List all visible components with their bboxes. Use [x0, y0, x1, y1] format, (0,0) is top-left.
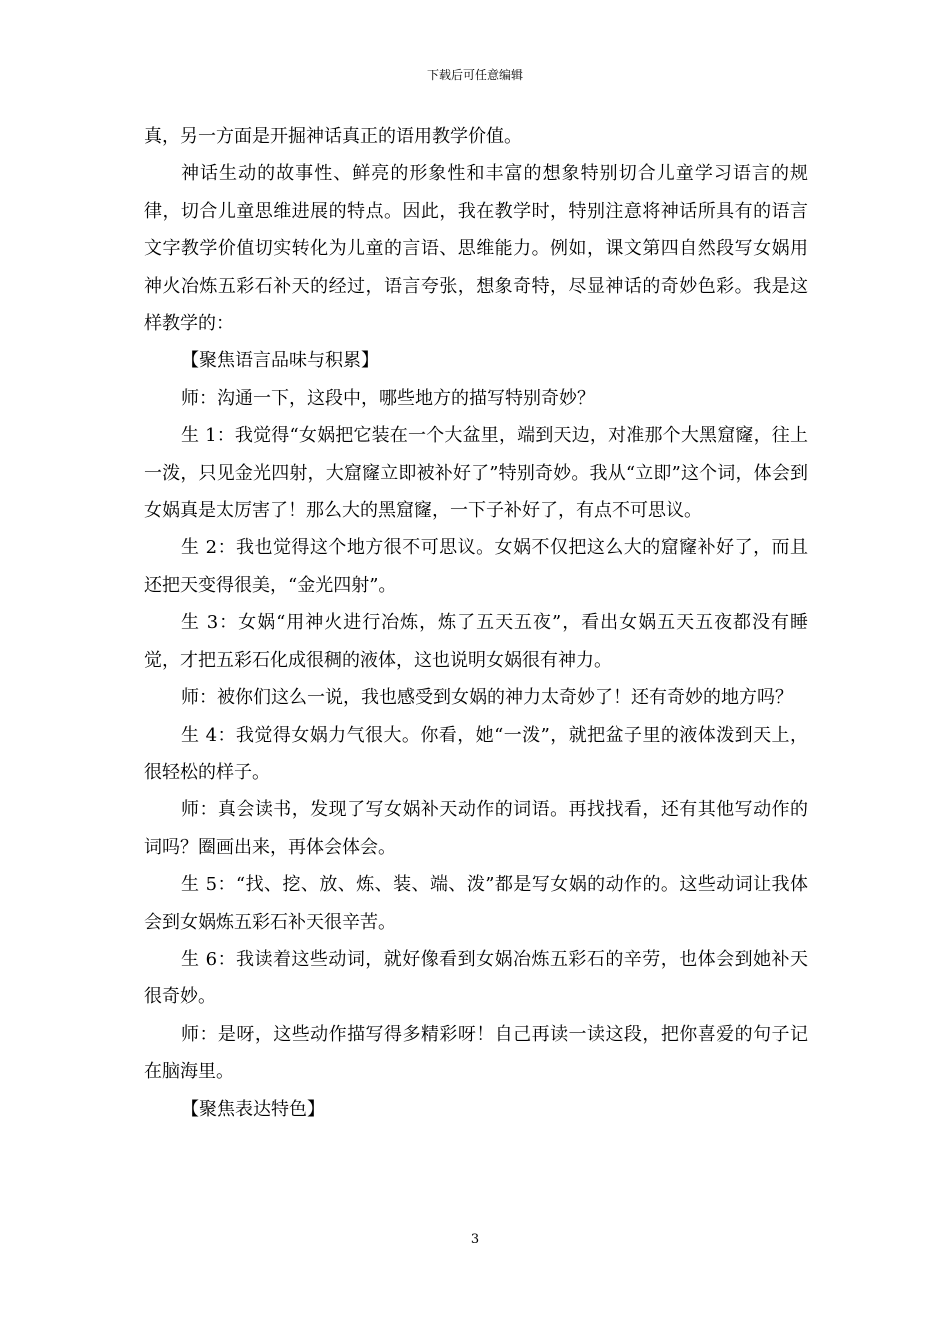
paragraph: 神话生动的故事性、鲜亮的形象性和丰富的想象特别切合儿童学习语言的规律，切合儿童思维进展的特点。因此，我在教学时，特别注意将神话所具有的语言文字教学价值切实转化为儿童的言语、思维能力。例如，课文第四自然段写女娲用神火冶炼五彩石补天的经过，语言夸张，想象奇特，尽显神话的奇妙色彩。我是这样教学的：	[144, 163, 808, 335]
section-heading: 【聚焦语言品味与积累】	[181, 350, 379, 372]
section-heading: 【聚焦表达特色】	[181, 1098, 325, 1120]
paragraph: 师：是呀，这些动作描写得多精彩呀！自己再读一读这段，把你喜爱的句子记在脑海里。	[144, 1023, 808, 1083]
paragraph: 师：沟通一下，这段中，哪些地方的描写特别奇妙？	[181, 387, 595, 409]
paragraph: 生 6：我读着这些动词，就好像看到女娲冶炼五彩石的辛劳，也体会到她补天很奇妙。	[144, 948, 808, 1008]
paragraph: 师：被你们这么一说，我也感受到女娲的神力太奇妙了！还有奇妙的地方吗？	[181, 687, 793, 709]
page-header: 下载后可任意编辑	[426, 68, 523, 82]
paragraph: 真，另一方面是开掘神话真正的语用教学价值。	[144, 126, 522, 147]
page-number: 3	[470, 1232, 480, 1247]
paragraph: 生 3：女娲“用神火进行冶炼，炼了五天五夜”，看出女娲五天五夜都没有睡觉，才把五彩石化成很稠的液体，这也说明女娲很有神力。	[144, 612, 808, 671]
paragraph: 生 1：我觉得“女娲把它装在一个大盆里，端到天边，对准那个大黑窟窿，往上一泼，只见金光四射，大窟窿立即被补好了”特别奇妙。我从“立即”这个词，体会到女娲真是太厉害了！那么大的黑窟窿，一下子补好了，有点不可思议。	[144, 425, 808, 522]
paragraph: 师：真会读书，发现了写女娲补天动作的词语。再找找看，还有其他写动作的词吗？圈画出来，再体会体会。	[144, 799, 808, 858]
paragraph: 生 2：我也觉得这个地方很不可思议。女娲不仅把这么大的窟窿补好了，而且还把天变得很美，“金光四射”。	[144, 537, 808, 596]
document-body	[144, 118, 808, 1128]
paragraph: 生 5：“找、挖、放、炼、装、端、泼”都是写女娲的动作的。这些动词让我体会到女娲炼五彩石补天很辛苦。	[144, 874, 808, 933]
paragraph: 生 4：我觉得女娲力气很大。你看，她“一泼”，就把盆子里的液体泼到天上，很轻松的样子。	[144, 724, 808, 783]
